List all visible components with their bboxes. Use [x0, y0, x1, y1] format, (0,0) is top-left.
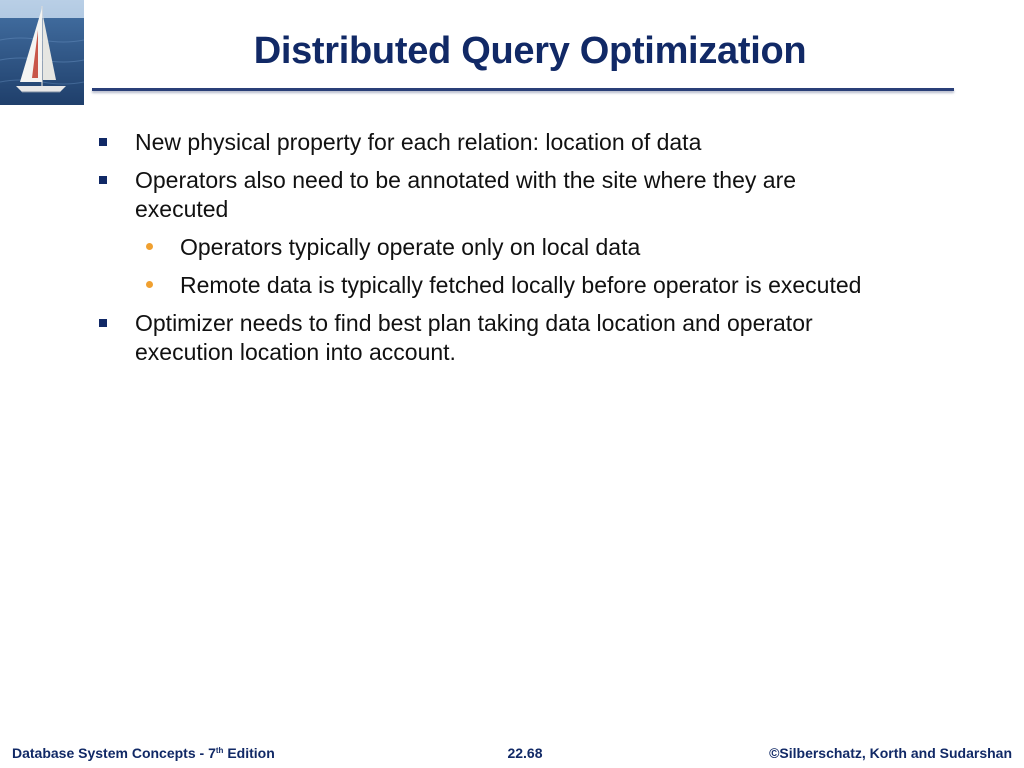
square-bullet-icon: [99, 176, 107, 184]
square-bullet-icon: [99, 319, 107, 327]
title-divider: [92, 88, 954, 91]
slide-content: [0, 128, 1024, 376]
dot-bullet-icon: [146, 243, 153, 250]
bullet-item: [0, 128, 895, 157]
dot-bullet-icon: [146, 281, 153, 288]
footer-page-number: 22.68: [507, 745, 543, 761]
footer-edition-superscript: th: [215, 746, 224, 755]
footer-copyright: ©Silberschatz, Korth and Sudarshan: [769, 745, 1012, 761]
sub-bullet-item: [0, 233, 940, 262]
footer-book-name: Database System Concepts - 7: [12, 745, 216, 761]
bullet-text: Operators also need to be annotated with the site where they are executed: [135, 167, 797, 222]
footer-book-title: [12, 745, 275, 761]
square-bullet-icon: [99, 138, 107, 146]
bullet-item: [0, 309, 895, 367]
bullet-text: New physical property for each relation: location of data: [135, 129, 702, 155]
sub-bullet-text: Operators typically operate only on local data: [180, 234, 641, 260]
slide-footer: [0, 745, 1024, 765]
slide-title: Distributed Query Optimization: [253, 30, 807, 72]
sailboat-logo-icon: [0, 0, 84, 105]
bullet-text: Optimizer needs to find best plan taking data location and operator execution location into account.: [135, 310, 813, 365]
bullet-item: [0, 166, 895, 224]
footer-edition-word: Edition: [227, 745, 275, 761]
sub-bullet-text: Remote data is typically fetched locally before operator is executed: [180, 272, 862, 298]
sub-bullet-item: [0, 271, 940, 300]
